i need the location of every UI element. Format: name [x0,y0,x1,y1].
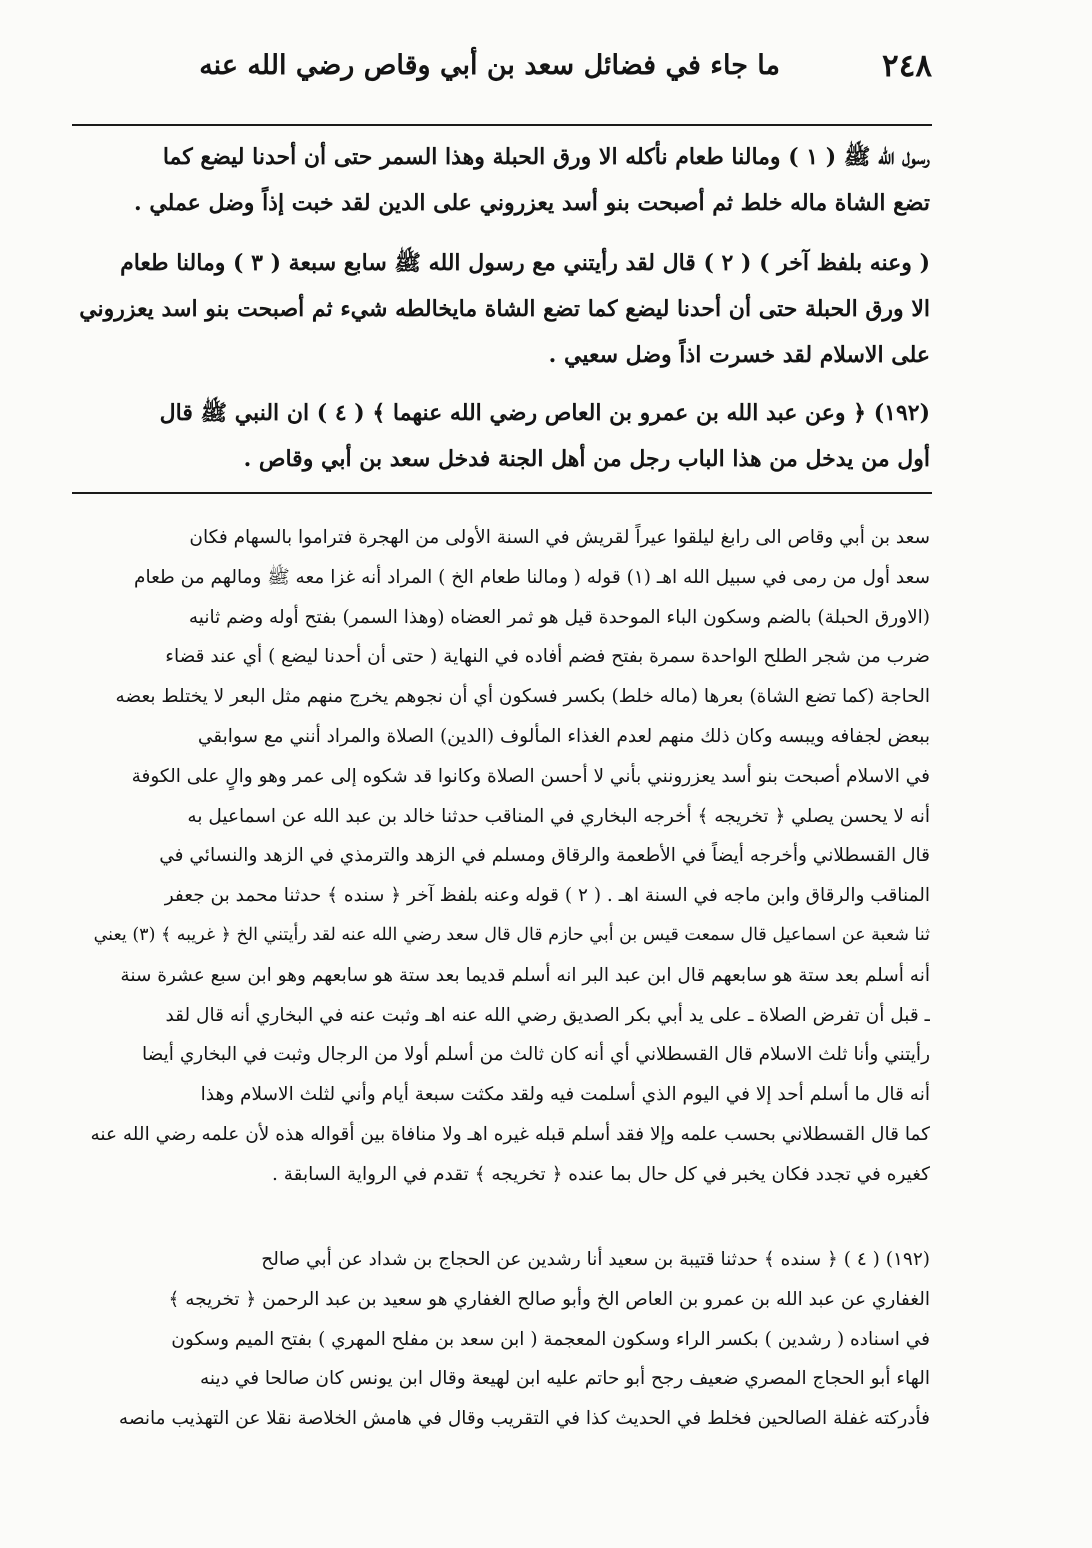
commentary-line: فأدركته غفلة الصالحين فخلط في الحديث كذا في التقريب وقال في هامش الخلاصة نقلا عن التهذيب مانصه [118,1408,930,1430]
commentary-line: ـ قبل أن تفرض الصلاة ـ على يد أبي بكر الصديق رضي الله عنه اهـ وثبت عنه في البخاري أنه قال لقد [165,1004,930,1026]
commentary-line: قال القسطلاني وأخرجه أيضاً في الأطعمة والرقاق ومسلم في الزهد والترمذي في الزهد والنسائي في [159,845,930,867]
commentary-line: المناقب والرقاق وابن ماجه في السنة اهـ . ( ٢ ) قوله وعنه بلفظ آخر ﴿ سنده ﴾ حدثنا محمد بن جعفر [164,885,930,907]
commentary-line: الهاء أبو الحجاج المصري ضعيف رجح أبو حاتم عليه ابن لهيعة وقال ابن يونس كان صالحا في دينه [200,1368,930,1390]
commentary-line: ضرب من شجر الطلح الواحدة سمرة بفتح فضم أفاده في النهاية ( حتى أن أحدنا ليضع ) أي عند قضاء [165,646,930,668]
page-number: ٢٤٨ [882,48,932,84]
text-line: رسول الله ﷺ ( ١ ) ومالنا طعام نأكله الا ورق الحبلة وهذا السمر حتى أن أحدنا ليضع كما [162,144,930,170]
commentary-line: كغيره في تجدد فكان يخبر في كل حال بما عنده ﴿ تخريجه ﴾ تقدم في الرواية السابقة . [271,1163,930,1185]
hadith-text-block-1 [72,134,930,226]
text-line: على الاسلام لقد خسرت اذاً وضل سعيي . [548,342,930,368]
commentary-line: أنه لا يحسن يصلي ﴿ تخريجه ﴾ أخرجه البخاري في المناقب حدثنا خالد بن عبد الله عن اسماعيل به [187,805,930,827]
hadith-text-block-2 [72,240,930,378]
commentary-line: الغفاري عن عبد الله بن عمرو بن العاص الخ وأبو صالح الغفاري هو سعيد بن عبد الرحمن ﴿ تخريجه ﴾ [168,1288,930,1310]
commentary-line: سعد أول من رمى في سبيل الله اهـ (١) قوله ( ومالنا طعام الخ ) المراد أنه غزا معه ﷺ ومالهم من طعام [134,566,930,588]
commentary-line: أنه قال ما أسلم أحد إلا في اليوم الذي أسلمت فيه ولقد مكثت سبعة أيام وأني لثلث الاسلام وهذا [200,1084,930,1106]
running-title: ما جاء في فضائل سعد بن أبي وقاص رضي الله عنه [199,50,780,81]
commentary-divider [72,492,932,494]
commentary-line: سعد بن أبي وقاص الى رابغ ليلقوا عيراً لقريش في السنة الأولى من الهجرة فتراموا بالسهام فكان [189,527,930,548]
commentary-line: رأيتني وأنا ثلث الاسلام قال القسطلاني أي أنه كان ثالث من أسلم أولا من الرجال وثبت في البخاري أيضا [141,1044,930,1066]
hadith-text-block-3 [72,390,930,482]
commentary-line: الحاجة (كما تضع الشاة) بعرها (ماله خلط) بكسر فسكون أي أن نجوهم يخرج منهم مثل البعر لا يختلط بعضه [115,686,930,708]
commentary-line: في الاسلام أصبحت بنو أسد يعزرونني بأني لا أحسن الصلاة وكانوا قد شكوه إلى عمر وهو والٍ على الكوفة [131,765,930,787]
commentary-line: في اسناده ( رشدين ) بكسر الراء وسكون المعجمة ( ابن سعد بن مفلح المهري ) بفتح الميم وسكون [171,1328,930,1350]
commentary-line: كما قال القسطلاني بحسب علمه وإلا فقد أسلم قبله غيره اهـ ولا منافاة بين أقواله هذه لأن علمه رضي الله عنه [90,1123,930,1145]
text-line: الا ورق الحبلة حتى أن أحدنا ليضع كما تضع الشاة مايخالطه شيء ثم أصبحت بنو اسد يعزروني [79,296,930,322]
text-line: ( وعنه بلفظ آخر ) ( ٢ ) قال لقد رأيتني مع رسول الله ﷺ سابع سبعة ( ٣ ) ومالنا طعام [120,250,930,276]
commentary-line: (١٩٢) ( ٤ ) ﴿ سنده ﴾ حدثنا قتيبة بن سعيد أنا رشدين عن الحجاج بن شداد عن أبي صالح [261,1249,930,1270]
commentary-line: ثنا شعبة عن اسماعيل قال سمعت قيس بن أبي حازم قال قال سعد رضي الله عنه لقد رأيتني الخ ﴿ غريبه ﴾ (٣) يعني [93,924,930,945]
commentary-line: أنه أسلم بعد ستة هو سابعهم قال ابن عبد البر انه أسلم قديما بعد ستة هو سابعهم وهو ابن سبع عشرة سنة [120,964,930,986]
commentary-line: (الاورق الحبلة) بالضم وسكون الباء الموحدة قيل هو ثمر العضاه (وهذا السمر) بفتح أوله وضم ثانيه [188,606,930,628]
header-divider [72,124,932,126]
commentary-block-2 [72,1240,930,1439]
text-line: تضع الشاة ماله خلط ثم أصبحت بنو أسد يعزروني على الدين لقد خبت إذاً وضل عملي . [134,190,930,216]
text-line: أول من يدخل من هذا الباب رجل من أهل الجنة فدخل سعد بن أبي وقاص . [243,446,930,472]
page-header [70,42,950,98]
commentary-line: ببعض لجفافه ويبسه وكان ذلك منهم لعدم الغذاء المألوف (الدين) الصلاة والمراد أنني مع سوابقي [197,725,930,747]
text-line: (١٩٢) ﴿ وعن عبد الله بن عمرو بن العاص رضي الله عنهما ﴾ ( ٤ ) ان النبي ﷺ قال [159,400,930,426]
commentary-block-1 [72,518,930,1195]
